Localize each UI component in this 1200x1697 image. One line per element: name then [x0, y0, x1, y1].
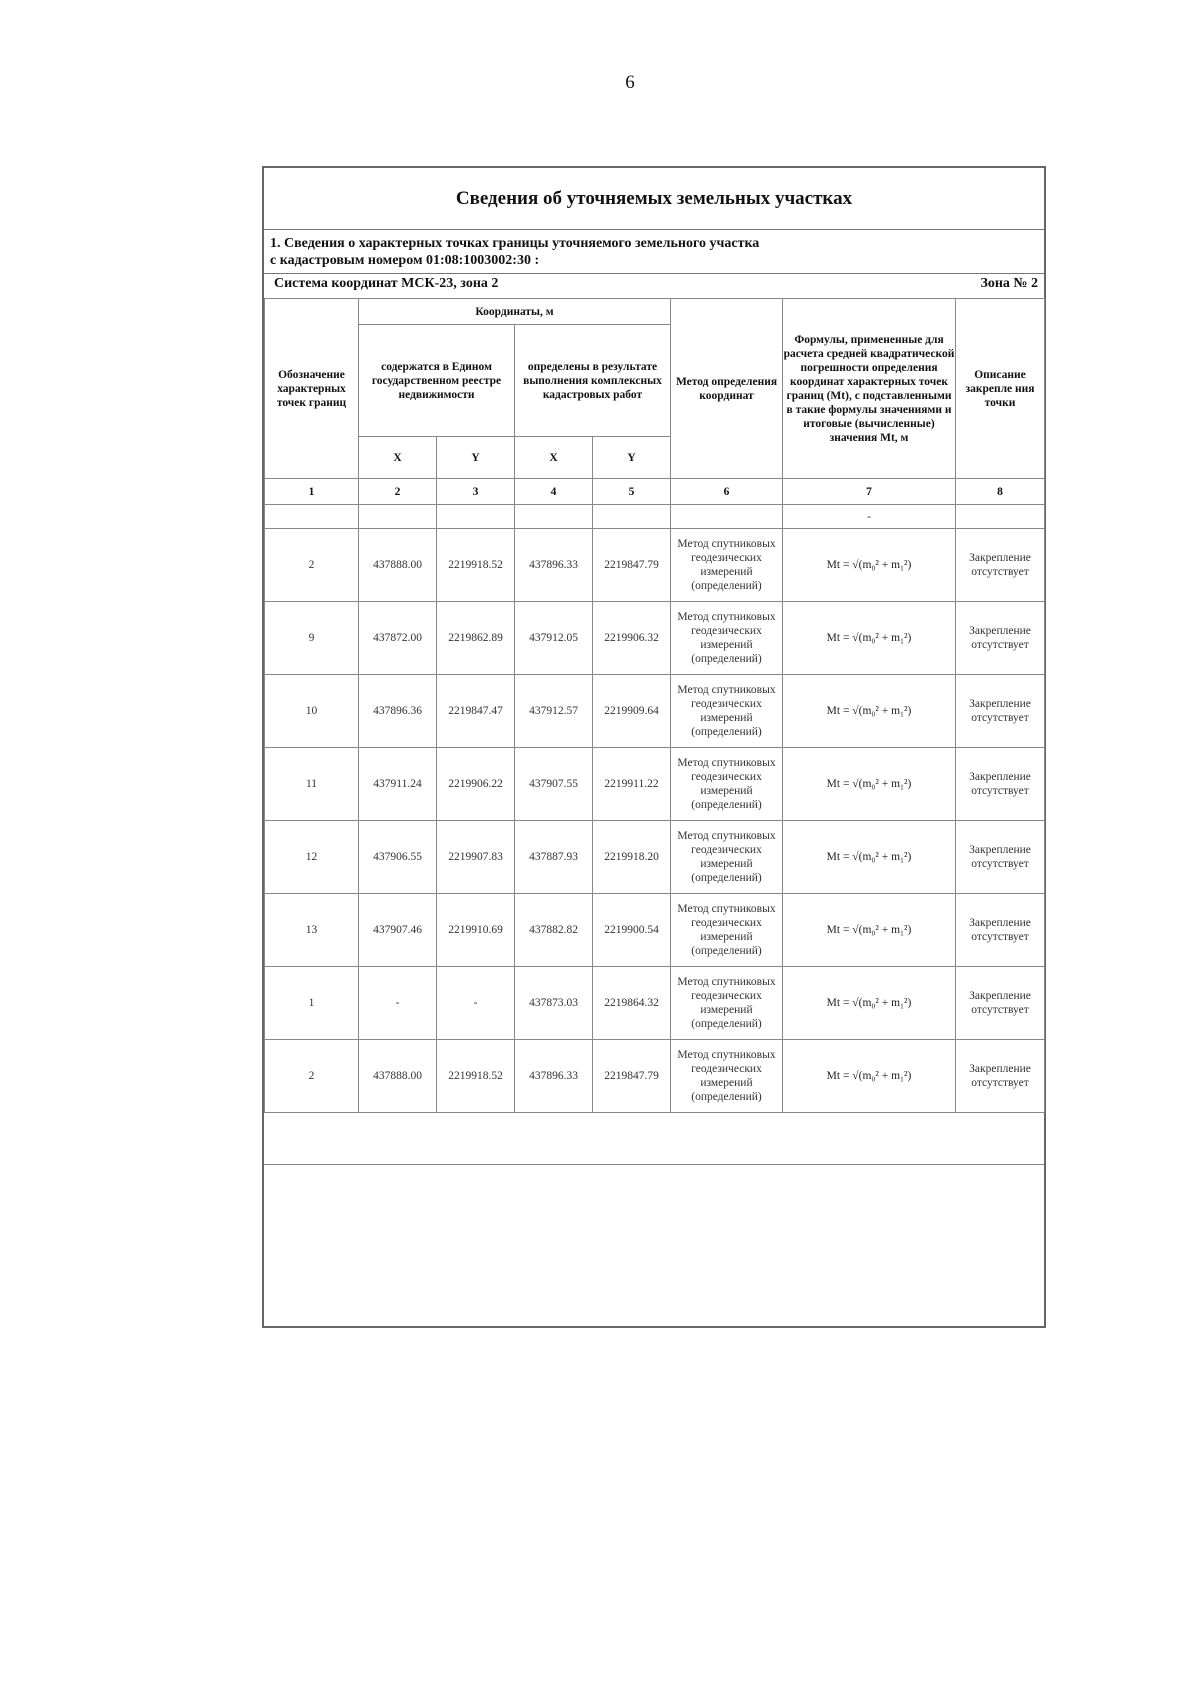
- determined-x-cell: 437896.33: [515, 529, 593, 602]
- section-heading: [264, 230, 1044, 274]
- registry-y-cell: 2219918.52: [437, 1040, 515, 1113]
- coordinate-system: Система координат МСК-23, зона 2: [274, 276, 499, 291]
- point-cell: 13: [265, 894, 359, 967]
- registry-y-cell: -: [437, 967, 515, 1040]
- registry-x-cell: 437906.55: [359, 821, 437, 894]
- method-cell: Метод спутниковых геодезических измерений (определений): [671, 1040, 783, 1113]
- column-number: 5: [593, 479, 671, 505]
- registry-y-cell: 2219907.83: [437, 821, 515, 894]
- point-cell: 1: [265, 967, 359, 1040]
- table-row: [265, 821, 1045, 894]
- registry-x-cell: 437907.46: [359, 894, 437, 967]
- registry-x-cell: 437896.36: [359, 675, 437, 748]
- formula-cell: Mt = √(m₀² + m₁²): [783, 748, 956, 821]
- column-number: 3: [437, 479, 515, 505]
- fixing-cell: Закрепление отсутствует: [956, 967, 1045, 1040]
- document-title: Сведения об уточняемых земельных участках: [264, 168, 1044, 230]
- empty-area: [264, 1164, 1044, 1327]
- table-row: [265, 967, 1045, 1040]
- point-cell: 9: [265, 602, 359, 675]
- point-cell: 12: [265, 821, 359, 894]
- registry-y-cell: 2219847.47: [437, 675, 515, 748]
- point-cell: 2: [265, 1040, 359, 1113]
- formula-cell: Mt = √(m₀² + m₁²): [783, 529, 956, 602]
- fixing-cell: Закрепление отсутствует: [956, 748, 1045, 821]
- header-coordinates: Координаты, м: [359, 299, 671, 325]
- registry-x-cell: -: [359, 967, 437, 1040]
- header-point-designation: Обозначение характерных точек границ: [265, 299, 359, 479]
- determined-y-cell: 2219918.20: [593, 821, 671, 894]
- coordinate-system-row: [264, 274, 1044, 298]
- table-row: [265, 748, 1045, 821]
- section-heading-line1: 1. Сведения о характерных точках границы уточняемого земельного участка: [270, 236, 760, 251]
- formula-cell: Mt = √(m₀² + m₁²): [783, 821, 956, 894]
- table-row: [265, 529, 1045, 602]
- determined-x-cell: 437887.93: [515, 821, 593, 894]
- table-row: [265, 1040, 1045, 1113]
- method-cell: Метод спутниковых геодезических измерений (определений): [671, 967, 783, 1040]
- header-determined: определены в результате выполнения комплексных кадастровых работ: [515, 325, 671, 437]
- determined-x-cell: 437912.05: [515, 602, 593, 675]
- determined-x-cell: 437896.33: [515, 1040, 593, 1113]
- column-number: 2: [359, 479, 437, 505]
- table-row: [265, 602, 1045, 675]
- registry-x-cell: 437872.00: [359, 602, 437, 675]
- fixing-cell: Закрепление отсутствует: [956, 894, 1045, 967]
- determined-x-cell: 437907.55: [515, 748, 593, 821]
- registry-y-cell: 2219906.22: [437, 748, 515, 821]
- column-number: 6: [671, 479, 783, 505]
- determined-y-cell: 2219909.64: [593, 675, 671, 748]
- determined-y-cell: 2219847.79: [593, 529, 671, 602]
- page-number: 6: [625, 72, 635, 93]
- method-cell: Метод спутниковых геодезических измерений (определений): [671, 894, 783, 967]
- method-cell: Метод спутниковых геодезических измерений (определений): [671, 821, 783, 894]
- zone-label: Зона № 2: [980, 276, 1038, 291]
- column-number: 4: [515, 479, 593, 505]
- registry-y-cell: 2219910.69: [437, 894, 515, 967]
- method-cell: Метод спутниковых геодезических измерений (определений): [671, 748, 783, 821]
- header-y-registry: Y: [437, 437, 515, 479]
- point-cell: 2: [265, 529, 359, 602]
- blank-row: [265, 505, 1045, 529]
- determined-y-cell: 2219847.79: [593, 1040, 671, 1113]
- determined-x-cell: 437873.03: [515, 967, 593, 1040]
- column-number: 8: [956, 479, 1045, 505]
- formula-cell: Mt = √(m₀² + m₁²): [783, 894, 956, 967]
- registry-x-cell: 437888.00: [359, 529, 437, 602]
- fixing-cell: Закрепление отсутствует: [956, 529, 1045, 602]
- header-x-registry: X: [359, 437, 437, 479]
- registry-y-cell: 2219862.89: [437, 602, 515, 675]
- fixing-cell: Закрепление отсутствует: [956, 602, 1045, 675]
- determined-x-cell: 437882.82: [515, 894, 593, 967]
- column-number: 1: [265, 479, 359, 505]
- registry-x-cell: 437888.00: [359, 1040, 437, 1113]
- header-description: Описание закрепле ния точки: [956, 299, 1045, 479]
- point-cell: 11: [265, 748, 359, 821]
- header-method: Метод определения координат: [671, 299, 783, 479]
- determined-y-cell: 2219906.32: [593, 602, 671, 675]
- registry-x-cell: 437911.24: [359, 748, 437, 821]
- fixing-cell: Закрепление отсутствует: [956, 675, 1045, 748]
- point-cell: 10: [265, 675, 359, 748]
- header-y-determined: Y: [593, 437, 671, 479]
- fixing-cell: Закрепление отсутствует: [956, 1040, 1045, 1113]
- formula-cell: Mt = √(m₀² + m₁²): [783, 675, 956, 748]
- section-heading-line2: с кадастровым номером 01:08:1003002:30 :: [270, 253, 540, 268]
- document-frame: [262, 166, 1046, 1328]
- header-x-determined: X: [515, 437, 593, 479]
- formula-cell: Mt = √(m₀² + m₁²): [783, 1040, 956, 1113]
- column-number: 7: [783, 479, 956, 505]
- header-in-registry: содержатся в Едином государственном реестре недвижимости: [359, 325, 515, 437]
- blank-row-dash: -: [783, 505, 956, 529]
- determined-y-cell: 2219911.22: [593, 748, 671, 821]
- formula-cell: Mt = √(m₀² + m₁²): [783, 967, 956, 1040]
- table-row: [265, 675, 1045, 748]
- method-cell: Метод спутниковых геодезических измерений (определений): [671, 602, 783, 675]
- determined-x-cell: 437912.57: [515, 675, 593, 748]
- column-numbers-row: [265, 479, 1045, 505]
- method-cell: Метод спутниковых геодезических измерений (определений): [671, 529, 783, 602]
- method-cell: Метод спутниковых геодезических измерений (определений): [671, 675, 783, 748]
- table-row: [265, 894, 1045, 967]
- formula-cell: Mt = √(m₀² + m₁²): [783, 602, 956, 675]
- determined-y-cell: 2219864.32: [593, 967, 671, 1040]
- determined-y-cell: 2219900.54: [593, 894, 671, 967]
- header-formula: Формулы, примененные для расчета средней квадратической погрешности определения координат характерных точек границ (Mt), с подставленными в такие формулы значениями и итоговые (вычисленные) значения Mt, м: [783, 299, 956, 479]
- registry-y-cell: 2219918.52: [437, 529, 515, 602]
- boundary-points-table: [264, 298, 1045, 1113]
- fixing-cell: Закрепление отсутствует: [956, 821, 1045, 894]
